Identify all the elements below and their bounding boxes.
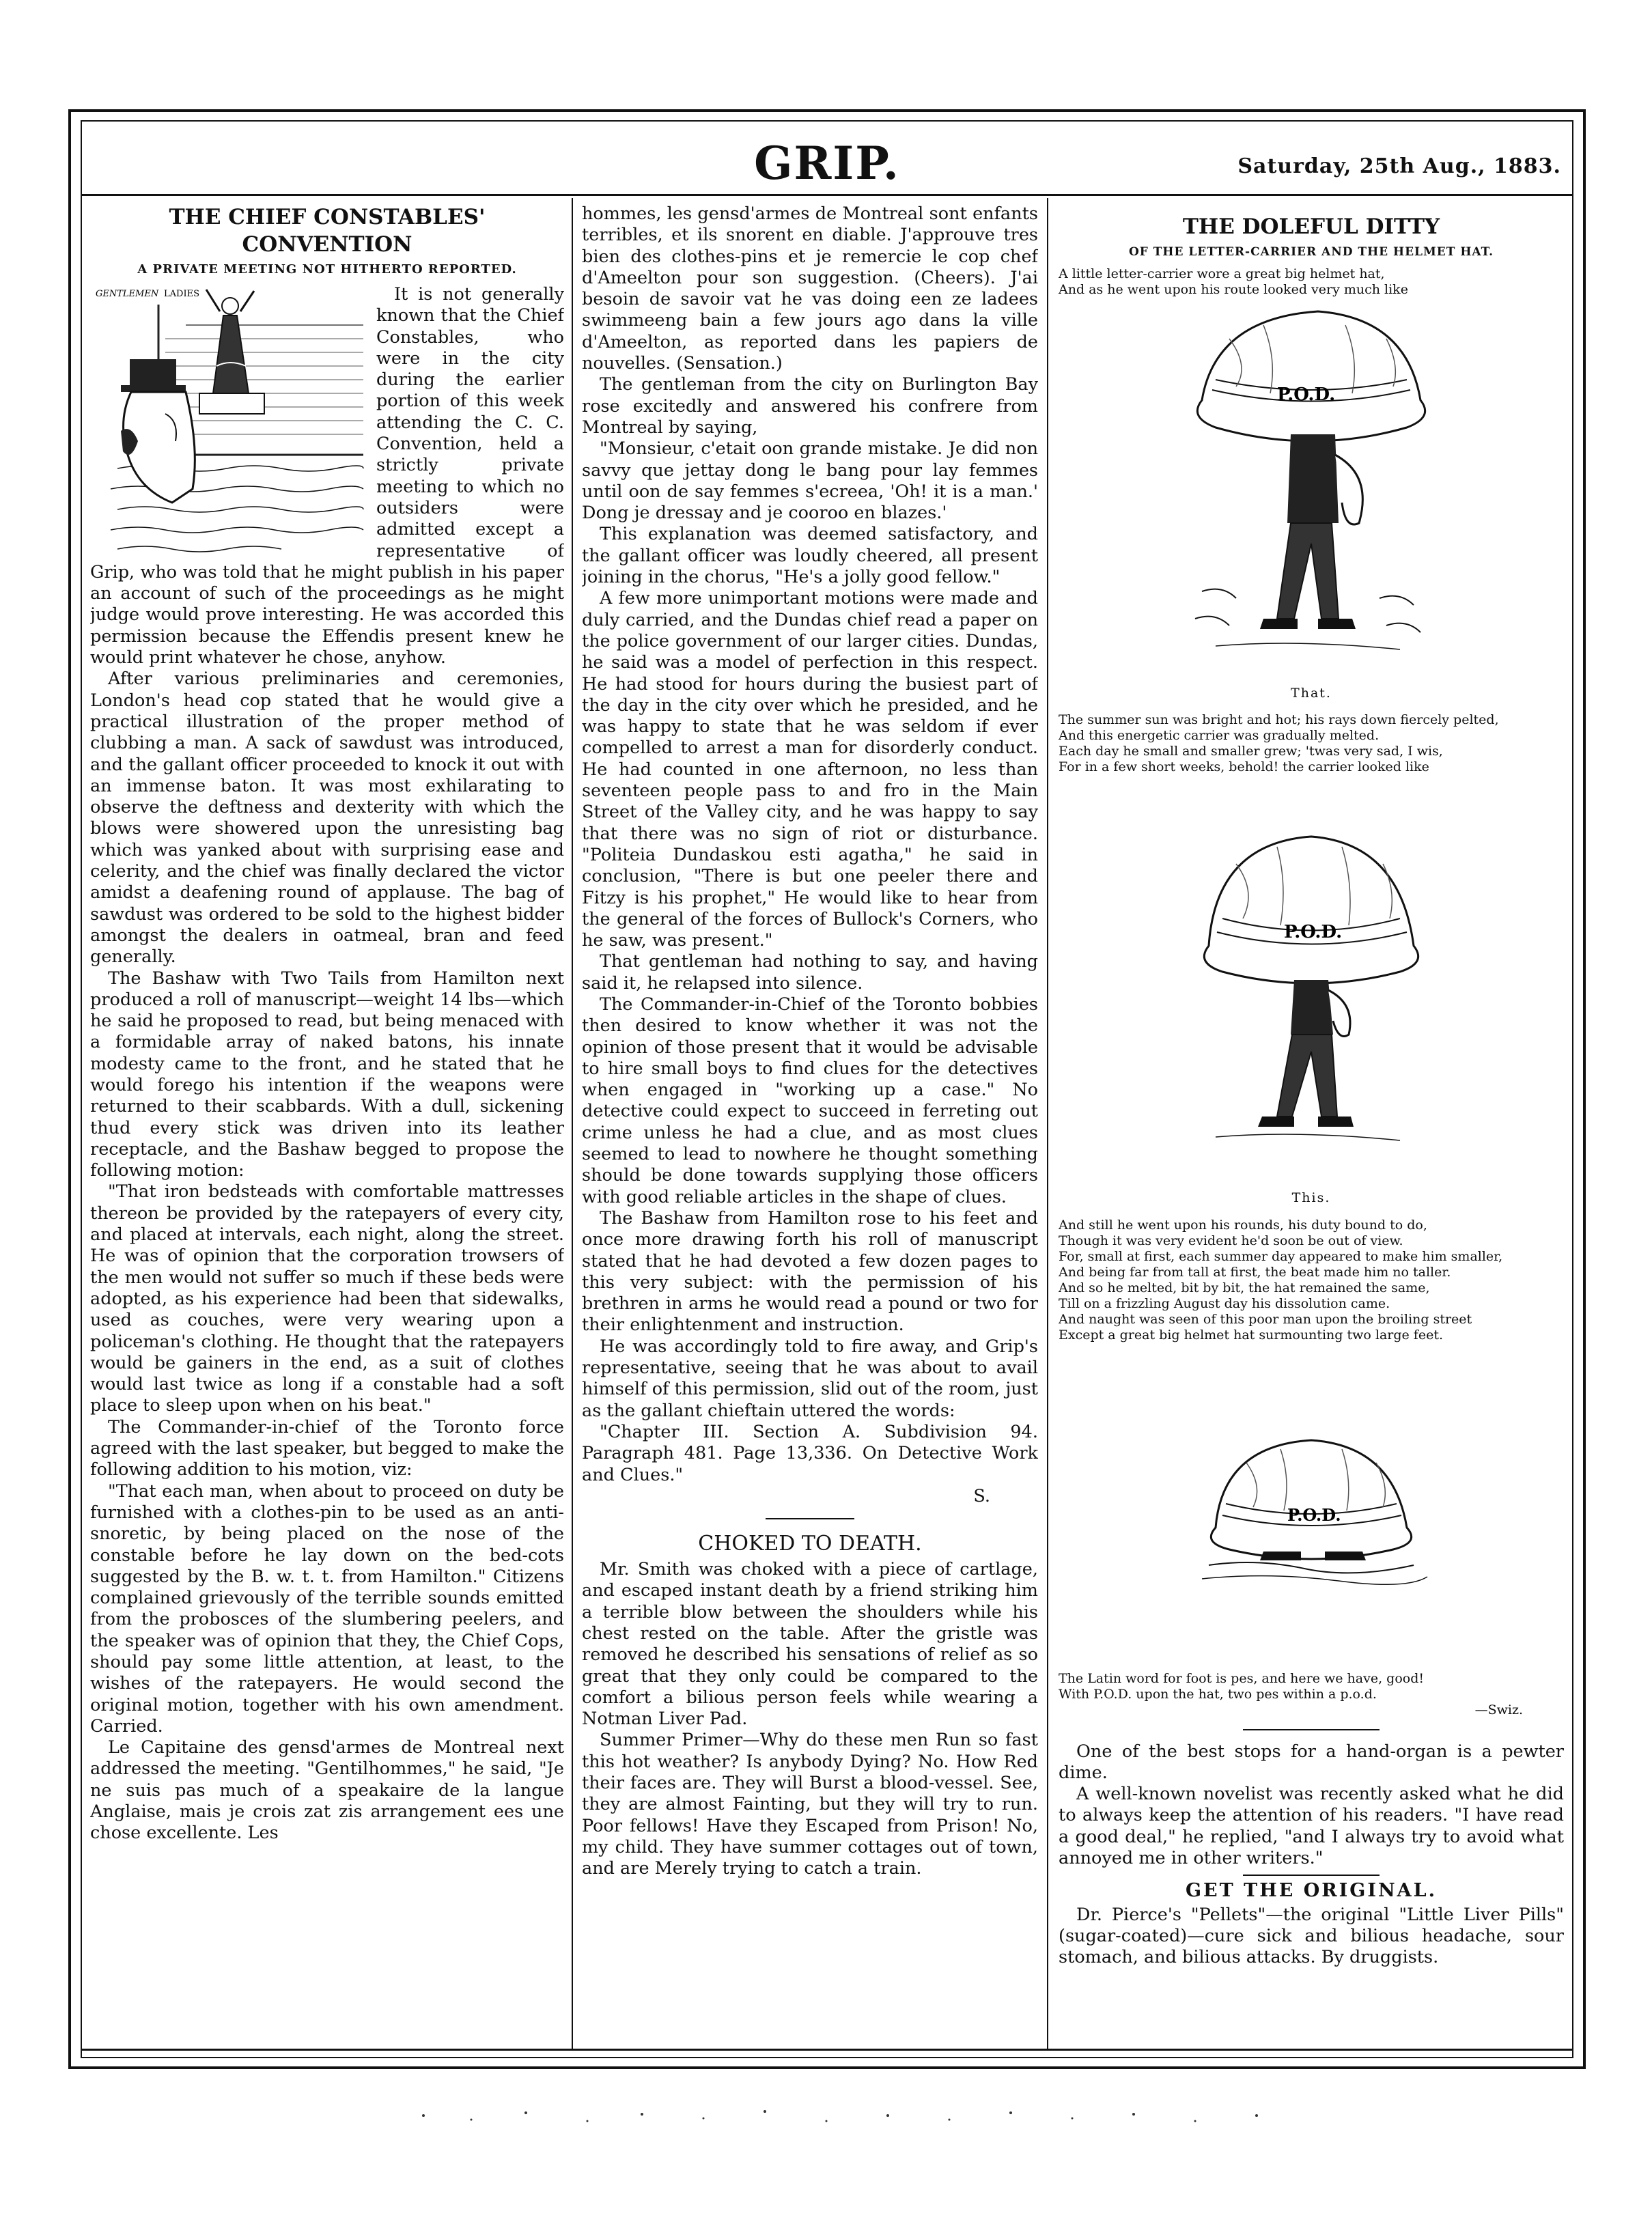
column-rule-1 [572, 198, 573, 2049]
col2-paragraph: He was accordingly told to fire away, and Grip's representative, seeing that he was about to avail himself of this permission, slid out of the room, just as the gallant chieftain uttered the words: [582, 1336, 1038, 1421]
col2-paragraph: The gentleman from the city on Burlington Bay rose excitedly and answered his confrere from Montreal by saying, [582, 374, 1038, 438]
article-signature: S. [973, 1485, 990, 1506]
col2-paragraph: Mr. Smith was choked with a piece of cartlage, and escaped instant death by a friend striking him a terrible blow between the shoulders while his chest rested on the table. After the gristle was removed he described his sensations of relief as so great that they only could be compared to the comfort a bilious person feels while wearing a Notman Liver Pad. [582, 1559, 1038, 1730]
col2-paragraph: The Bashaw from Hamilton rose to his feet and once more drawing forth his roll of manuscript stated that he had devoted a few dozen pages to this very subject: with the permission of his brethren in arms he would read a pound or two for their enlightenment and instruction. [582, 1207, 1038, 1336]
verse-line: And this energetic carrier was gradually melted. [1059, 728, 1380, 744]
verse-4 [1059, 1671, 1564, 1718]
verse-line: And so he melted, bit by bit, the hat remained the same, [1059, 1280, 1430, 1295]
col2-paragraph: Summer Primer—Why do these men Run so fast this hot weather? Is anybody Dying? No. How Red their faces are. They will Burst a blood-vessel. See, they are almost Fainting, but they will try to run. Poor fellows! Have they Escaped from Prison! No, my child. They have summer cottages out of town, and are Merely trying to catch a train. [582, 1730, 1038, 1879]
column-2 [582, 203, 1038, 2040]
helmet-label: P.O.D. [1277, 384, 1336, 405]
helmet-label: P.O.D. [1284, 922, 1343, 943]
letter-carrier-medium-illustration [1175, 816, 1448, 1185]
letter-carrier-large-illustration [1175, 298, 1448, 680]
verse-signature: —Swiz. [1474, 1702, 1523, 1717]
verse-line: For in a few short weeks, behold! the carrier looked like [1059, 759, 1429, 775]
verse-line: And being far from tall at first, the beat made him no taller. [1059, 1264, 1451, 1280]
column-1 [90, 203, 564, 2040]
verse-line: The Latin word for foot is pes, and here we have, good! [1059, 1670, 1425, 1686]
masthead-date: Saturday, 25th Aug., 1883. [1237, 154, 1561, 178]
col2-paragraph: "Chapter III. Section A. Subdivision 94. Paragraph 481. Page 13,336. On Detective Work and Clues." [582, 1421, 1038, 1485]
ad-headline: GET THE ORIGINAL. [1186, 1880, 1437, 1902]
article-headline: THE CHIEF CONSTABLES' CONVENTION [169, 205, 486, 257]
col3-paragraph: A well-known novelist was recently asked what he did to always keep the attention of his readers. "I have read a good deal," he replied, "and I always try to avoid what annoyed me in other writers." [1059, 1784, 1564, 1869]
helmet-with-feet-illustration [1188, 1425, 1434, 1589]
col1-paragraph: After various preliminaries and ceremonies, London's head cop stated that he would give a practical illustration of the proper method of clubbing a man. A sack of sawdust was introduced, and the gallant officer proceeded to knock it out with an immense baton. It was most exhilarating to observe the deftness and dexterity with which the blows were showered upon the unresisting bag which was yanked about with surprising ease and celerity, and the chief was finally declared the victor amidst a deafening round of applause. The bag of sawdust was ordered to be sold to the highest bidder amongst the dealers in oatmeal, bran and feed generally. [90, 669, 564, 968]
verse-3 [1059, 1218, 1564, 1343]
verse-line: And as he went upon his route looked very much like [1059, 282, 1408, 297]
constable-cartoon-image [90, 284, 367, 557]
column-rule-2 [1047, 198, 1048, 2049]
article-subheadline: A PRIVATE MEETING NOT HITHERTO REPORTED. [137, 262, 517, 277]
col3-paragraph: One of the best stops for a hand-organ is a pewter dime. [1059, 1741, 1564, 1783]
verse-line: Till on a frizzling August day his dissolution came. [1059, 1295, 1390, 1311]
choked-headline: CHOKED TO DEATH. [698, 1532, 922, 1556]
column-3 [1059, 203, 1564, 2040]
convention-illustration [90, 284, 367, 557]
col2-paragraph: That gentleman had nothing to say, and having said it, he relapsed into silence. [582, 951, 1038, 994]
col1-paragraph: Le Capitaine des gensd'armes de Montreal next addressed the meeting. "Gentilhommes," he said, "Je ne suis pas much of a speakaire de la langue Anglaise, mais je crois zat zis arrangement ees une chose excellente. Les [90, 1737, 564, 1844]
separator-rule [1243, 1875, 1380, 1876]
col1-paragraph: "That each man, when about to proceed on duty be furnished with a clothes-pin to be used as an anti-snoretic, by being placed on the nose of the constable before he lay down on the bed-cots suggested by the B. w. t. t. from Hamilton." Citizens complained grievously of the terrible sounds emitted from the probosces of the slumbering peelers, and the speaker was of opinion that they, the Chief Cops, should pay some little attention, at least, to the wishes of the ratepayers. He would second the original motion, together with his own amendment. Carried. [90, 1480, 564, 1737]
footer-rule [81, 2049, 1573, 2051]
verse-line: Each day he small and smaller grew; 'twas very sad, I wis, [1059, 744, 1443, 759]
col2-paragraph: hommes, les gensd'armes de Montreal sont enfants terribles, et ils snorent en diable. J'approuve tres bien des clothes-pins et je remercie le cop chef d'Ameelton pour son suggestion. (Cheers). J'ai besoin de savoir vat he vas doing een ze ladees swimmeeng bain a few jours ago dans la ville d'Ameelton, as reported dans les papiers de nouvelles. (Sensation.) [582, 203, 1038, 374]
ad-text: Dr. Pierce's "Pellets"—the original "Little Liver Pills" (sugar-coated)—cure sick and bilious headache, sour stomach, and bilious attacks. By druggists. [1059, 1904, 1564, 1968]
col1-paragraph: The Bashaw with Two Tails from Hamilton next produced a roll of manuscript—weight 14 lbs—which he said he proposed to read, but being menaced with a formidable array of naked batons, his innate modesty came to the front, and he stated that he would forego his intention if the weapons were returned to their scabbards. With a dull, sickening thud every stick was driven into its leather receptacle, and the Bashaw begged to propose the following motion: [90, 968, 564, 1181]
verse-line: With P.O.D. upon the hat, two pes within a p.o.d. [1059, 1686, 1377, 1702]
caption-that: That. [1291, 686, 1332, 701]
separator-rule [1243, 1729, 1380, 1730]
col2-paragraph: "Monsieur, c'etait oon grande mistake. Je did non savvy que jettay dong le bang pour lay femmes until oon de say femmes s'ecreea, 'Oh! it is a man.' Dong je dressay and je cooroo en blazes.' [582, 438, 1038, 524]
verse-2 [1059, 712, 1564, 775]
verse-line: The summer sun was bright and hot; his rays down fiercely pelted, [1059, 712, 1499, 728]
col1-paragraph: It is not generally known that the Chief Constables, who were in the city during the earlier portion of this week attending the C. C. Convention, held a strictly private meeting to which no outsiders were admitted except a representative of Grip, who was told that he might publish in his paper an account of such of the proceedings as he might judge would prove interesting. He was accorded this permission because the Effendis present knew he would print whatever he chose, anyhow. [90, 284, 564, 669]
masthead [82, 137, 1572, 190]
ditty-subheadline: OF THE LETTER-CARRIER AND THE HELMET HAT. [1128, 245, 1494, 259]
col2-paragraph: A few more unimportant motions were made and duly carried, and the Dundas chief read a paper on the police government of our larger cities. Dundas, he said was a model of perfection in this respect. He had stood for hours during the busiest part of the day in the city over which he presided, and he was happy to state that he was seldom if ever compelled to arrest a man for disorderly conduct. He had counted in one afternoon, no less than seventeen people pass to and fro in the Main Street of the Valley city, and he was happy to say that there was no sign of riot or disturbance. "Politeia Dundaskou esti agatha," he said in conclusion, "There is but one peeler there and Fitzy is his prophet," He would like to hear from the general of the forces of Bullock's Corners, who he saw, was present." [582, 588, 1038, 951]
col1-paragraph: The Commander-in-chief of the Toronto force agreed with the last speaker, but begged to make the following addition to his motion, viz: [90, 1416, 564, 1480]
sign-gentlemen: GENTLEMEN [96, 289, 159, 299]
masthead-rule [81, 194, 1573, 196]
separator-rule [766, 1518, 854, 1519]
col1-paragraph: "That iron bedsteads with comfortable mattresses thereon be provided by the ratepayers of every city, and placed at intervals, each night, along the street. He was of opinion that the corporation trowsers of the men would not suffer so much if these beds were adopted, as his experience had been that sidewalks, used as couches, were very wearing upon a policeman's clothing. He thought that the ratepayers would be gainers in the end, as a suit of clothes would last twice as long if a constable had a soft place to sleep upon when on his beat." [90, 1181, 564, 1416]
verse-1 [1059, 266, 1564, 298]
verse-line: And still he went upon his rounds, his duty bound to do, [1059, 1217, 1427, 1233]
helmet-label: P.O.D. [1287, 1504, 1341, 1525]
verse-line: And naught was seen of this poor man upon the broiling street [1059, 1311, 1472, 1327]
ditty-headline: THE DOLEFUL DITTY [1182, 214, 1440, 239]
col2-paragraph: This explanation was deemed satisfactory, and the gallant officer was loudly cheered, all present joining in the chorus, "He's a jolly good fellow." [582, 524, 1038, 588]
verse-line: Though it was very evident he'd soon be out of view. [1059, 1233, 1403, 1248]
verse-line: For, small at first, each summer day appeared to make him smaller, [1059, 1248, 1503, 1264]
verse-line: A little letter-carrier wore a great big helmet hat, [1059, 266, 1385, 281]
caption-this: This. [1291, 1190, 1331, 1206]
print-speckle-marks [410, 2103, 1298, 2131]
masthead-title: GRIP. [754, 137, 900, 190]
col2-paragraph: The Commander-in-Chief of the Toronto bobbies then desired to know whether it was not the opinion of those present that it would be advisable to hire small boys to find clues for the detectives when engaged in "working up a case." No detective could expect to succeed in ferreting out crime unless he had a clue, and as most clues seemed to lead to nowhere he thought something should be done towards supplying those officers with good reliable articles in the shape of clues. [582, 994, 1038, 1207]
sign-ladies: LADIES [164, 289, 199, 299]
verse-line: Except a great big helmet hat surmounting two large feet. [1059, 1327, 1443, 1343]
